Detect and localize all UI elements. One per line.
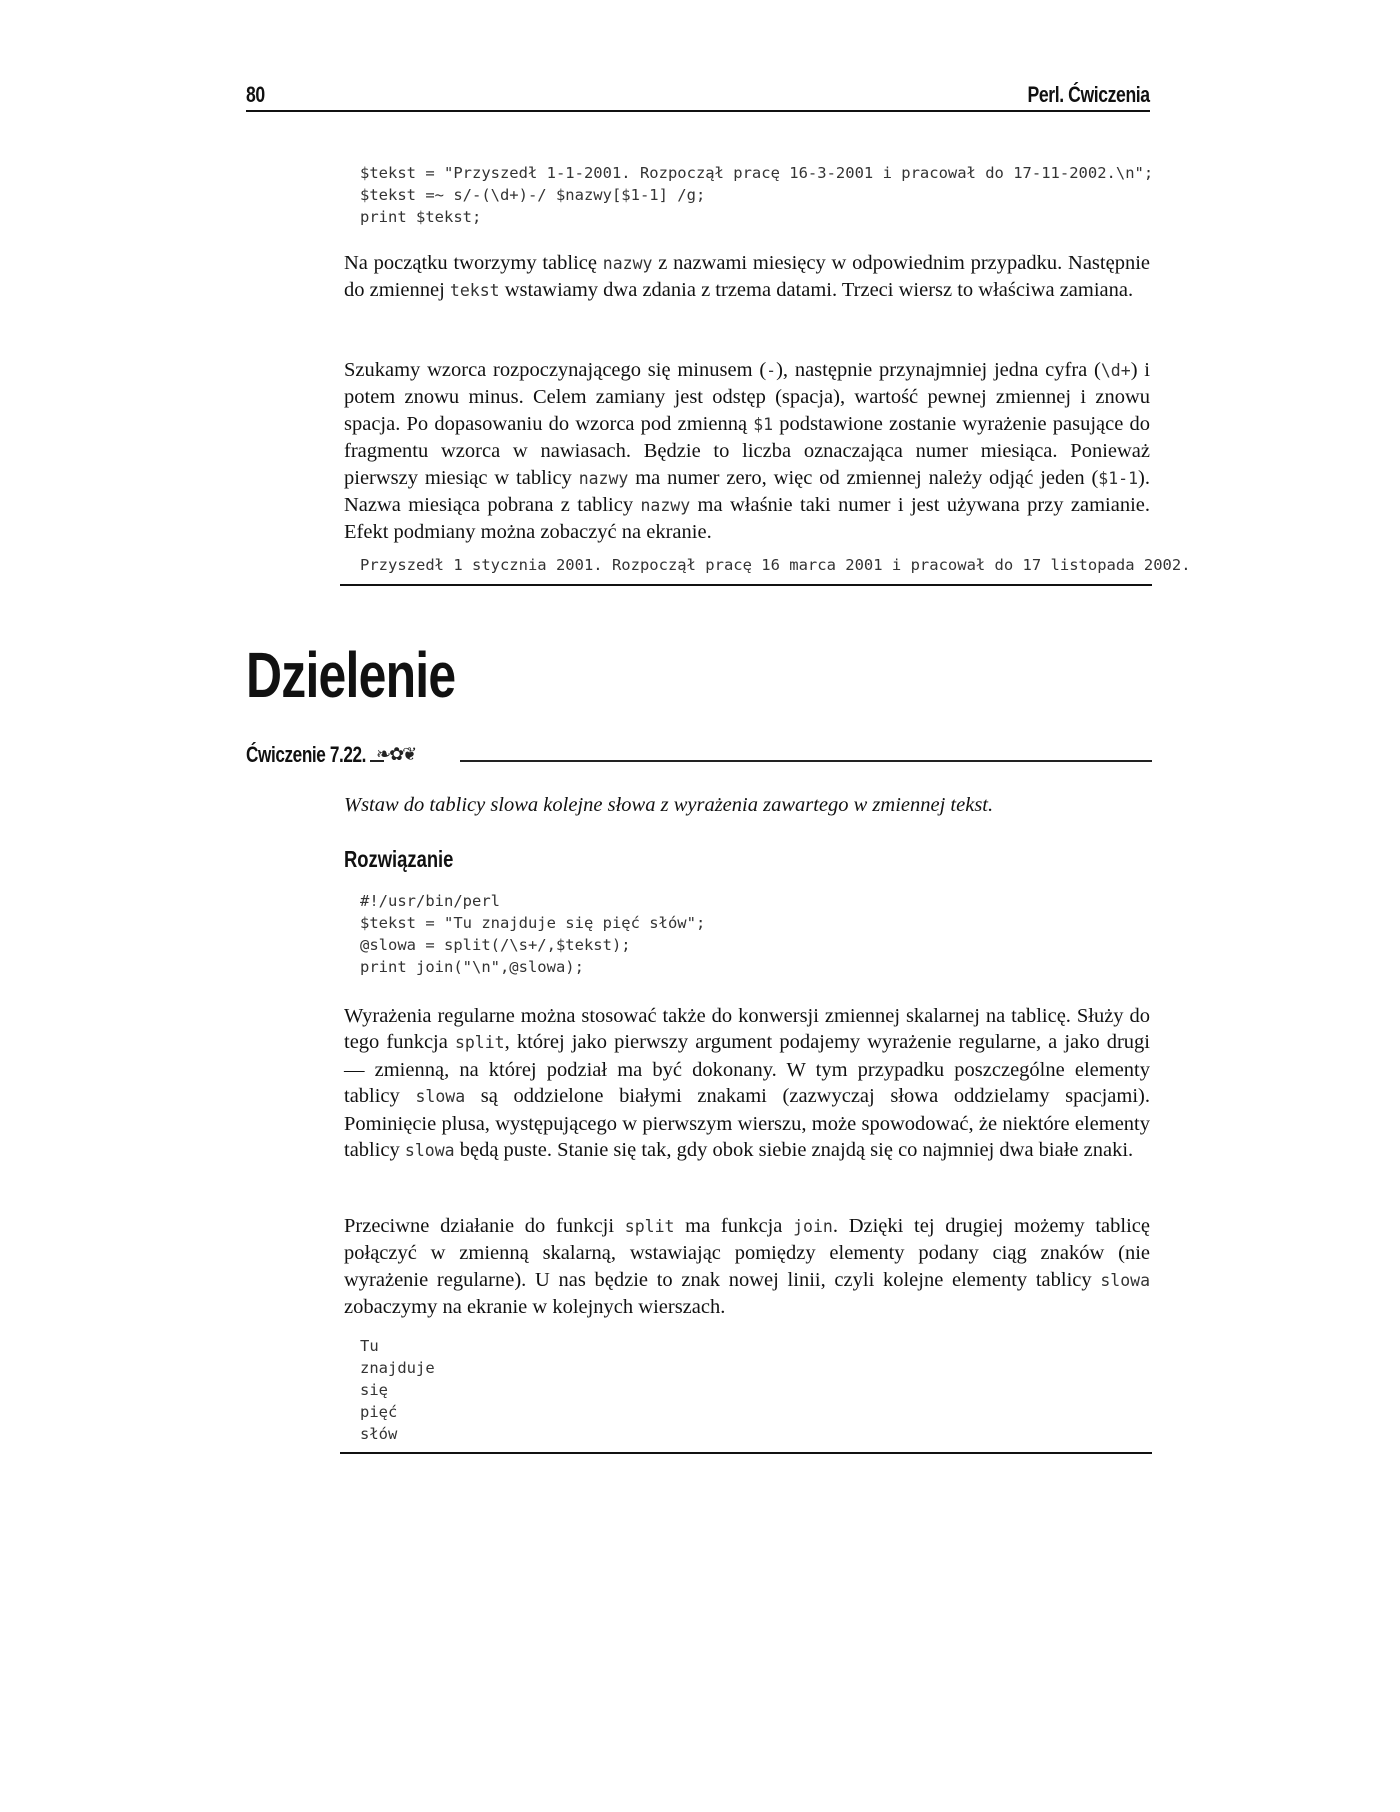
inline-code: nazwy (602, 254, 653, 273)
code-line: @slowa = split(/\s+/,$tekst); (360, 936, 631, 954)
output-line: słów (360, 1425, 398, 1443)
code-block-substitution (360, 162, 1153, 228)
output-line: pięć (360, 1403, 398, 1421)
inline-code: - (766, 361, 777, 380)
inline-code: slowa (404, 1141, 455, 1161)
paragraph-intro: Na początku tworzymy tablicę nazwy z nazwami miesięcy w odpowiednim przypadku. Następnie do zmiennej tekst wstawiamy dwa zdania z trzema datami. Trzeci wiersz to właściwa zamiana. (344, 252, 1150, 302)
section-divider (340, 584, 1152, 586)
inline-code: join (793, 1217, 833, 1236)
inline-code: split (624, 1217, 675, 1236)
exercise-divider (460, 760, 1152, 762)
inline-code: $1 (753, 414, 774, 434)
page-header (246, 82, 1150, 112)
inline-code: nazwy (640, 496, 691, 516)
inline-code: slowa (415, 1087, 466, 1107)
program-output-words (360, 1335, 435, 1445)
paragraph-explanation: Szukamy wzorca rozpoczynającego się minusem (-), następnie przynajmniej jedna cyfra (\d+) i potem znowu minus. Celem zamiany jest odstęp (spacja), wartość pewnej zmiennej i znowu spacja. Po dopasowaniu do wzorca pod zmienną $1 podstawione zostanie wyrażenie pasujące do fragmentu wzorca w nawiasach. Będzie to liczba oznaczająca numer miesiąca. Ponieważ pierwszy miesiąc w tablicy nazwy ma numer zero, więc od zmiennej należy odjąć jeden ($1-1). Nazwa miesiąca pobrana z tablicy nazwy ma właśnie taki numer i jest używana przy zamianie. Efekt podmiany można zobaczyć na ekranie. (344, 359, 1151, 544)
solution-heading: Rozwiązanie (344, 846, 454, 872)
section-divider (340, 1452, 1152, 1454)
output-line: się (360, 1381, 388, 1399)
output-line: znajduje (360, 1359, 435, 1377)
page-number: 80 (246, 82, 265, 107)
exercise-task: Wstaw do tablicy slowa kolejne słowa z wyrażenia zawartego w zmiennej tekst. (344, 794, 994, 816)
inline-code: split (454, 1033, 505, 1053)
code-line: #!/usr/bin/perl (360, 892, 500, 910)
output-line: Tu (360, 1337, 379, 1355)
inline-code: slowa (1100, 1270, 1150, 1290)
running-title: Perl. Ćwiczenia (1027, 82, 1150, 107)
inline-code: \d+ (1100, 361, 1131, 380)
paragraph-split: Wyrażenia regularne można stosować także do konwersji zmiennej skalarnej na tablicę. Służy do tego funkcja split, której jako pierwszy argument podajemy wyrażenie regularne, a jako drugi — zmienną, na której podział ma być dokonany. W tym przypadku poszczególne elementy tablicy slowa są oddzielone białymi znakami (zazwyczaj słowa oddzielamy spacjami). Pominięcie plusa, występującego w pierwszym wierszu, może spowodować, że niektóre elementy tablicy slowa będą puste. Stanie się tak, gdy obok siebie znajdą się co najmniej dwa białe znaki. (344, 1005, 1150, 1162)
code-line: print join("\n",@slowa); (360, 958, 584, 976)
code-line: $tekst =~ s/-(\d+)-/ $nazwy[$1-1] /g; (360, 186, 706, 204)
inline-code: tekst (449, 281, 500, 301)
code-block-split (360, 890, 705, 978)
code-line: print $tekst; (360, 208, 482, 226)
code-line: $tekst = "Tu znajduje się pięć słów"; (360, 914, 706, 932)
exercise-header (246, 742, 1152, 772)
exercise-label: Ćwiczenie 7.22. (246, 742, 367, 767)
paragraph-join: Przeciwne działanie do funkcji split ma funkcja join. Dzięki tej drugiej możemy tablicę połączyć w zmienną skalarną, wstawiając pomiędzy elementy podany ciąg znaków (nie wyrażenie regularne). U nas będzie to znak nowej linii, czyli kolejne elementy tablicy slowa zobaczymy na ekranie w kolejnych wierszach. (344, 1215, 1150, 1319)
section-title: Dzielenie (246, 639, 456, 711)
inline-code: $1-1 (1098, 468, 1139, 488)
program-output: Przyszedł 1 stycznia 2001. Rozpoczął pracę 16 marca 2001 i pracował do 17 listopada 2002. (360, 556, 1191, 574)
code-line: $tekst = "Przyszedł 1-1-2001. Rozpoczął pracę 16-3-2001 i pracował do 17-11-2002.\n"; (360, 164, 1154, 182)
inline-code: nazwy (578, 468, 629, 488)
ornament-icon: ❧✿❦ (376, 744, 416, 764)
